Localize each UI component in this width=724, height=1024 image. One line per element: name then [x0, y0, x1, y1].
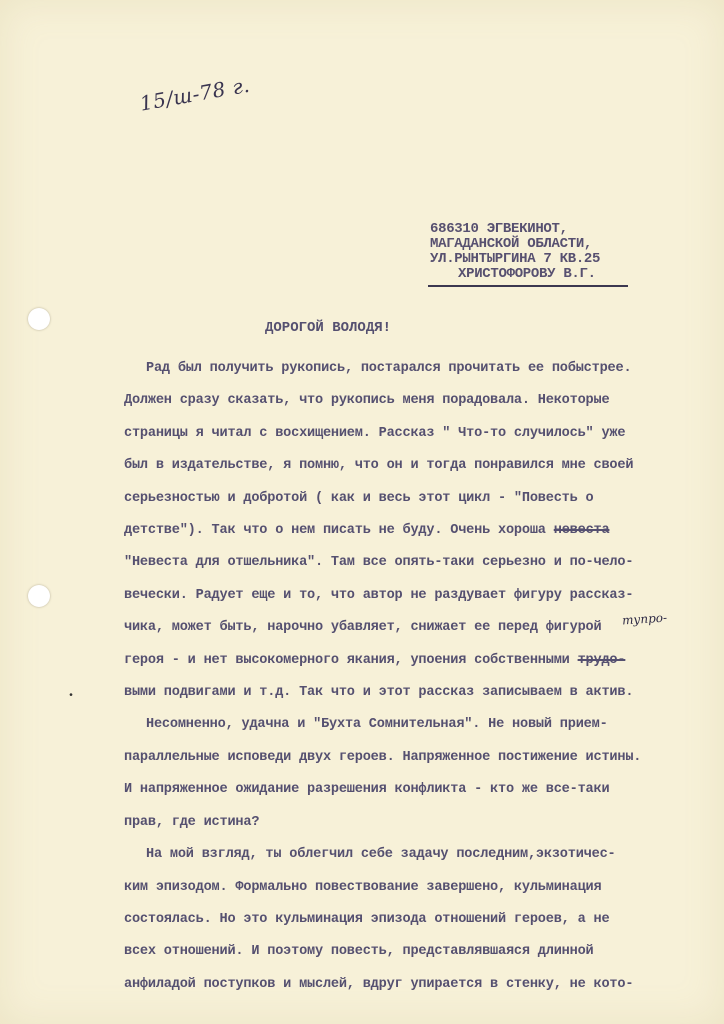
body-line: И напряженное ожидание разрешения конфликта - кто же все-таки: [124, 782, 610, 798]
body-line: Несомненно, удачна и "Бухта Сомнительная". Не новый прием-: [146, 717, 608, 733]
handwritten-date: 15/ш-78 г.: [138, 72, 252, 116]
body-line: серьезностью и добротой ( как и весь этот цикл - "Повесть о: [124, 490, 594, 506]
address-underline: [428, 285, 628, 287]
body-line: [124, 515, 694, 547]
body-line: "Невеста для отшельника". Там все опять-таки серьезно и по-чело-: [124, 555, 634, 571]
address-line: 686310 ЭГВЕКИНОТ,: [430, 221, 568, 237]
body-line: анфиладой поступков и мыслей, вдруг упирается в стенку, не кото-: [124, 976, 634, 992]
body-line: ким эпизодом. Формально повествование завершено, кульминация: [124, 879, 602, 895]
address-line: МАГАДАНСКОЙ ОБЛАСТИ,: [430, 236, 593, 252]
recipient-address: [430, 222, 640, 282]
body-line: выми подвигами и т.д. Так что и этот рассказ записываем в актив.: [124, 685, 634, 701]
letter-body: [124, 353, 694, 1001]
body-line: [124, 645, 694, 677]
body-line: параллельные исповеди двух героев. Напряженное постижение истины.: [124, 749, 642, 765]
body-line: состоялась. Но это кульминация эпизода отношений героев, а не: [124, 911, 610, 927]
body-line: Должен сразу сказать, что рукопись меня порадовала. Некоторые: [124, 393, 610, 409]
body-line: всех отношений. И поэтому повесть, представлявшаяся длинной: [124, 944, 594, 960]
body-line: страницы я читал с восхищением. Рассказ " Что-то случилось" уже: [124, 425, 626, 441]
greeting: ДОРОГОЙ ВОЛОДЯ!: [265, 320, 392, 336]
body-line: был в издательстве, я помню, что он и тогда понравился мне своей: [124, 458, 634, 474]
body-line: Рад был получить рукопись, постарался прочитать ее побыстрее.: [146, 361, 632, 376]
address-line: ХРИСТОФОРОВУ В.Г.: [458, 266, 596, 282]
body-line: вечески. Радует еще и то, что автор не раздувает фигуру рассказ-: [124, 587, 634, 603]
address-line: УЛ.РЫНТЫРГИНА 7 КВ.25: [430, 251, 601, 267]
stray-ink-mark: •: [68, 691, 75, 702]
body-line-text: детстве"). Так что о нем писать не буду. Очень хороша: [124, 523, 546, 539]
body-line: прав, где истина?: [124, 814, 260, 830]
struck-word: невеста: [553, 523, 610, 539]
body-line-text: героя - и нет высокомерного якания, упоения собственными: [124, 652, 570, 668]
punch-hole-bottom: [28, 585, 50, 607]
punch-hole-top: [28, 308, 50, 330]
body-line: чика, может быть, нарочно убавляет, снижает ее перед фигурой: [124, 620, 602, 636]
handwritten-insertion: тупро-: [621, 610, 668, 628]
struck-word: трудо-: [577, 652, 626, 668]
body-line: На мой взгляд, ты облегчил себе задачу последним,экзотичес-: [146, 847, 616, 863]
